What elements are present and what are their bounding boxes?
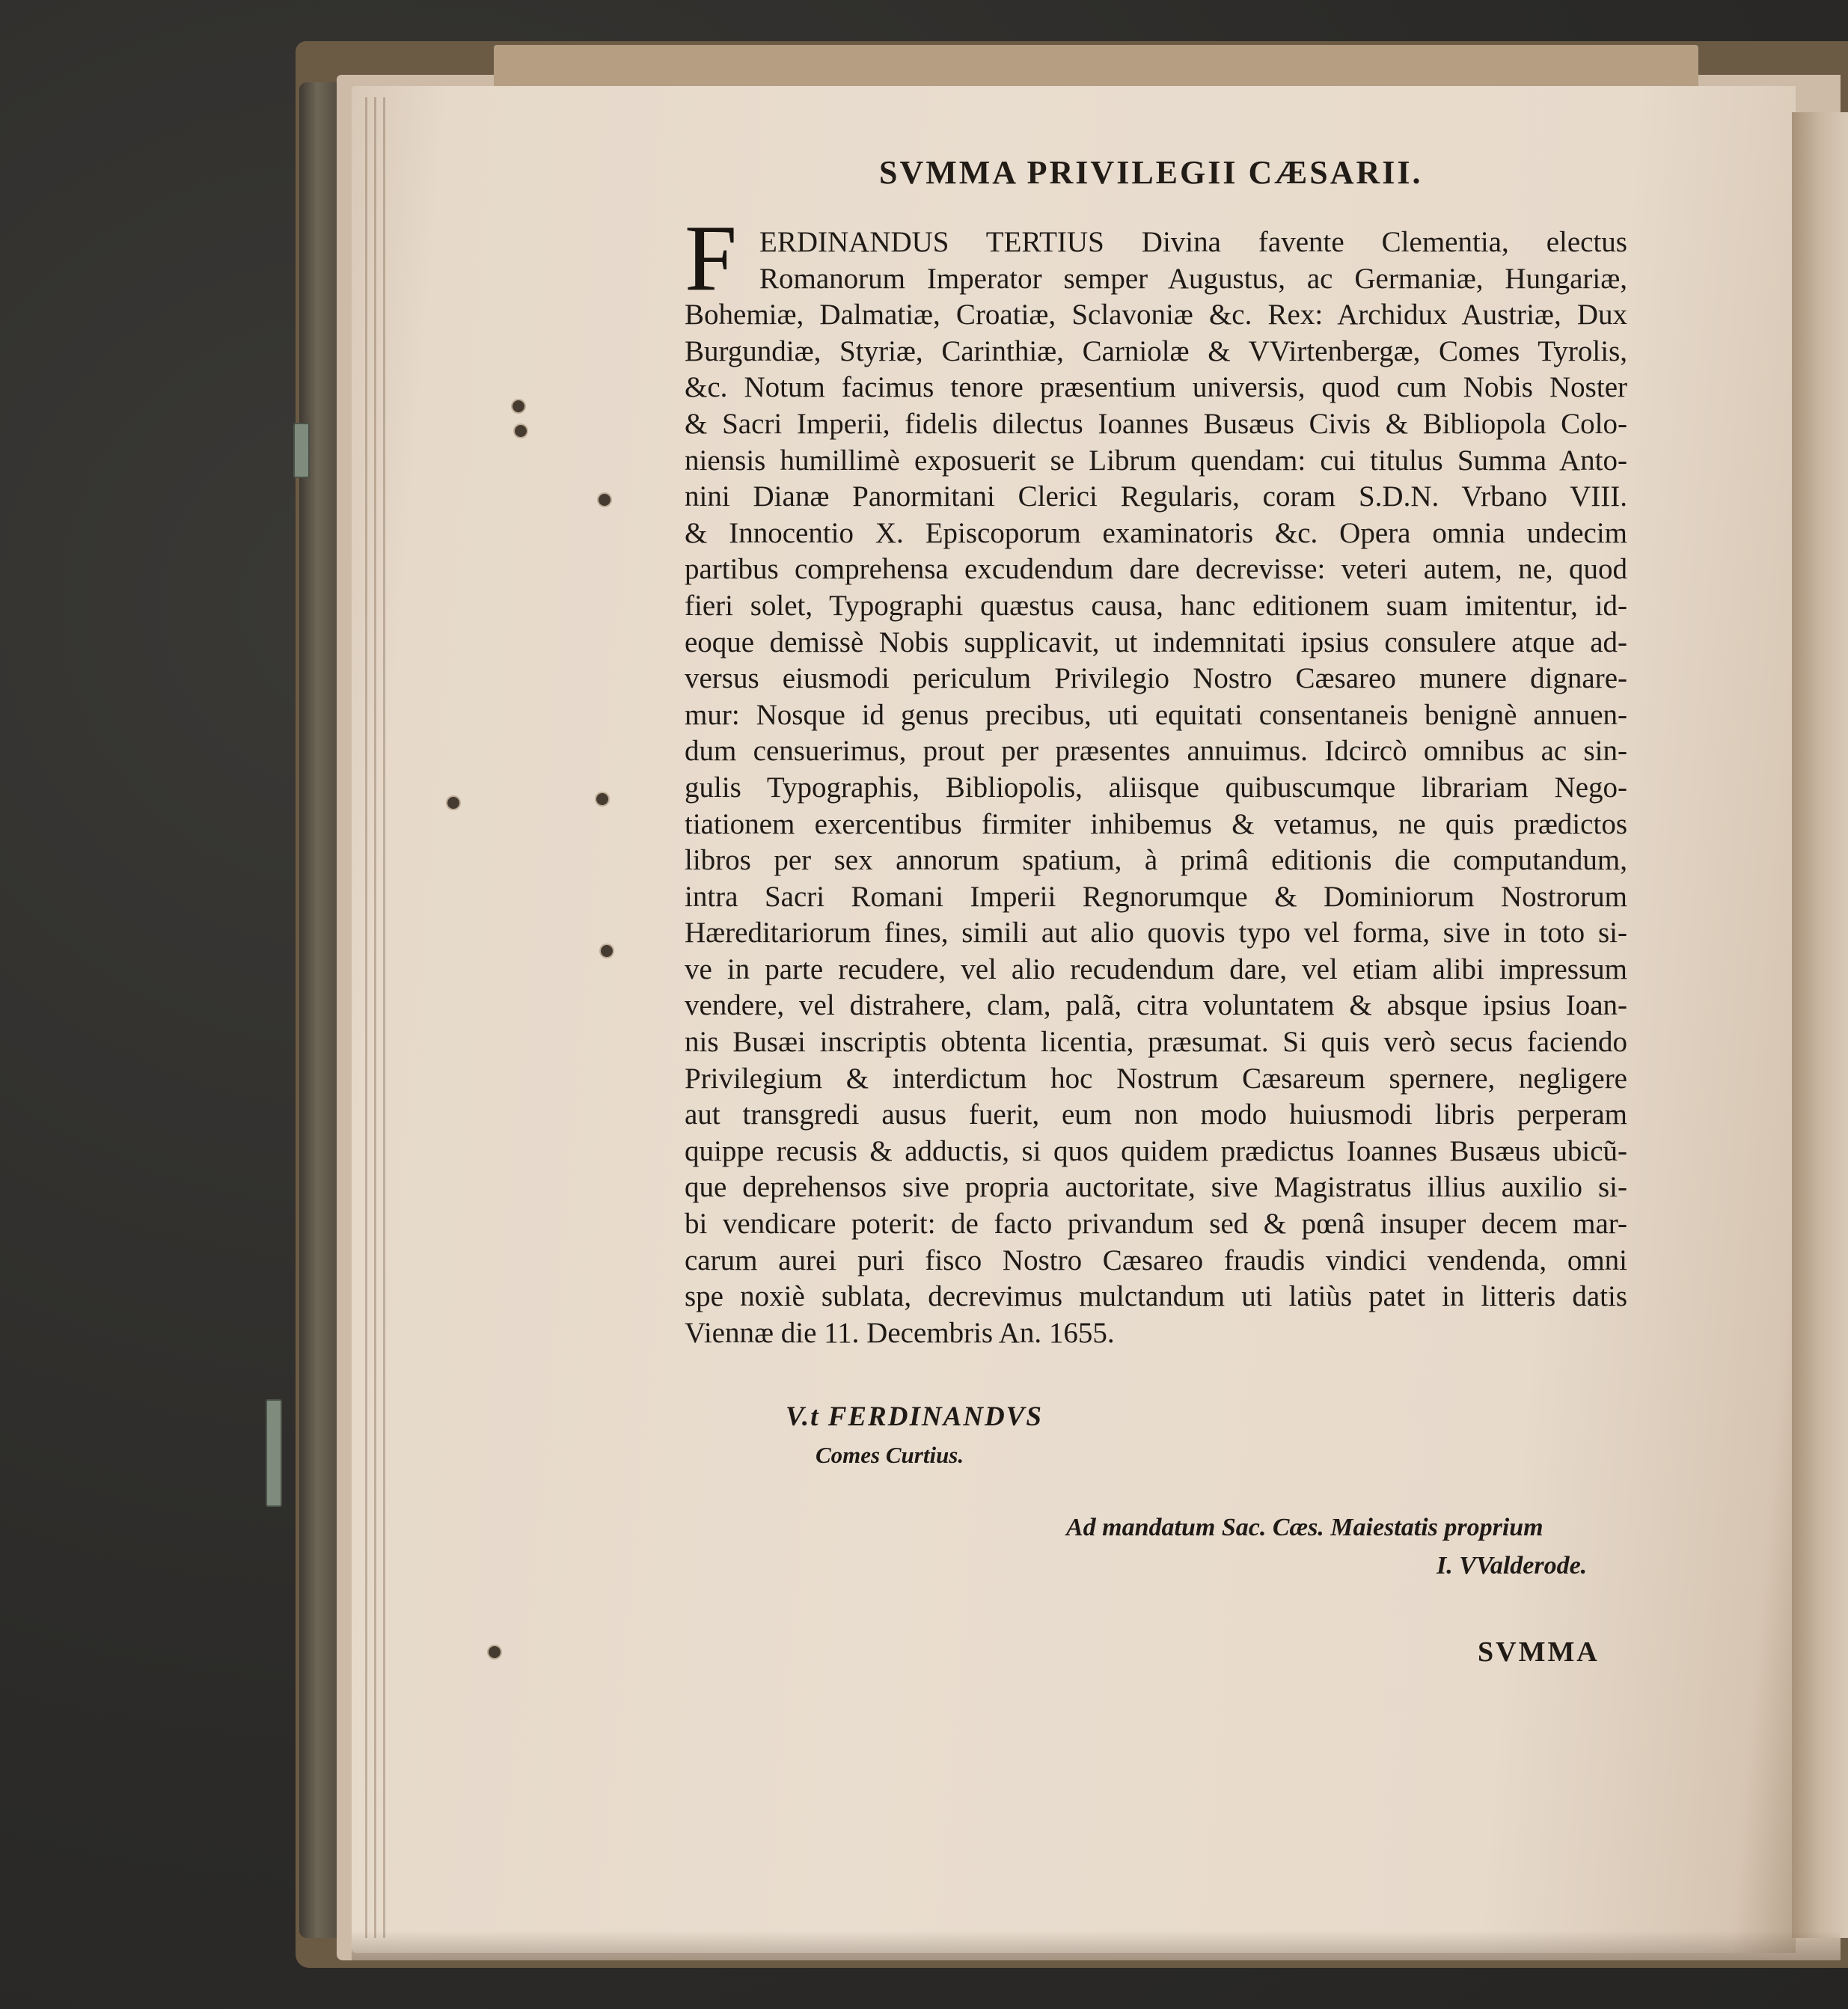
text-line: Privilegium & interdictum hoc Nostrum Cæsareum spernere, negligere [685, 1062, 1627, 1095]
text-line: dum censuerimus, prout per præsentes annuimus. Idcircò omnibus ac sin- [685, 735, 1627, 768]
text-line: mur: Nosque id genus precibus, uti equitati consentaneis benignè annuen- [685, 698, 1627, 731]
text-line: Bohemiæ, Dalmatiæ, Croatiæ, Sclavoniæ &c. Rex: Archidux Austriæ, Dux [685, 299, 1627, 331]
text-line: &c. Notum facimus tenore præsentium universis, quod cum Nobis Noster [685, 371, 1627, 404]
text-line: eoque demissè Nobis supplicavit, ut indemnitati ipsius consulere atque ad- [685, 626, 1627, 658]
text-line: nis Busæi inscriptis obtenta licentia, præsumat. Si quis verò secus faciendo [685, 1026, 1627, 1059]
text-line: Romanorum Imperator semper Augustus, ac Germaniæ, Hungariæ, [759, 262, 1627, 295]
text-line: Viennæ die 11. Decembris An. 1655. [685, 1316, 1115, 1349]
text-line: fieri solet, Typographi quæstus causa, hanc editionem suam imitentur, id- [685, 589, 1627, 622]
text-line: spe noxiè sublata, decrevimus mulctandum uti latiùs patet in litteris datis [685, 1280, 1627, 1313]
text-line: Burgundiæ, Styriæ, Carinthiæ, Carniolæ & VVirtenbergæ, Comes Tyrolis, [685, 334, 1627, 367]
text-line: ERDINANDUS TERTIUS Divina favente Clementia, electus [759, 226, 1627, 258]
text-line: nini Dianæ Panormitani Clerici Regularis, coram S.D.N. Vrbano VIII. [685, 480, 1627, 513]
page-heading: SVMMA PRIVILEGII CÆSARII. [879, 154, 1423, 191]
text-line: niensis humillimè exposuerit se Librum quendam: cui titulus Summa Anto- [685, 444, 1627, 477]
text-line: que deprehensos sive propria auctoritate, sive Magistratus illius auxilio si- [685, 1171, 1627, 1204]
text-line: gulis Typographis, Bibliopolis, aliisque quibuscumque librariam Nego- [685, 771, 1627, 804]
text-line: Hæreditariorum fines, simili aut alio quovis typo vel forma, sive in toto si- [685, 917, 1627, 950]
catchword: SVMMA [1478, 1636, 1600, 1668]
text-line: vendere, vel distrahere, clam, palã, citra voluntatem & absque ipsius Ioan- [685, 989, 1627, 1022]
signature-countersign: Comes Curtius. [816, 1442, 964, 1468]
signature-emperor: V.t FERDINANDVS [786, 1401, 1043, 1432]
text-line: aut transgredi ausus fuerit, eum non modo huiusmodi libris perperam [685, 1098, 1627, 1131]
text-line: & Sacri Imperii, fidelis dilectus Ioannes Busæus Civis & Bibliopola Colo- [685, 407, 1627, 440]
text-line: intra Sacri Romani Imperii Regnorumque & Dominiorum Nostrorum [685, 880, 1627, 913]
mandate-signature: I. VValderode. [1437, 1552, 1588, 1580]
text-line: tiationem exercentibus firmiter inhibemus & vetamus, ne quis prædictos [685, 807, 1627, 840]
drop-cap: F [685, 207, 738, 311]
text-line: bi vendicare poterit: de facto privandum sed & pœnâ insuper decem mar- [685, 1208, 1627, 1241]
mandate-line: Ad mandatum Sac. Cæs. Maiestatis proprium [1066, 1514, 1543, 1541]
text-line: libros per sex annorum spatium, à primâ editionis die computandum, [685, 844, 1627, 877]
text-line: ve in parte recudere, vel alio recudendum dare, vel etiam alibi impressum [685, 952, 1627, 985]
text-line: partibus comprehensa excudendum dare decrevisse: veteri autem, ne, quod [685, 553, 1627, 586]
privilege-text [685, 224, 1627, 1351]
text-line: & Innocentio X. Episcoporum examinatoris &c. Opera omnia undecim [685, 516, 1627, 549]
text-line: carum aurei puri fisco Nostro Cæsareo fraudis vindici vendenda, omni [685, 1244, 1627, 1276]
text-line: quippe recusis & adductis, si quos quidem prædictus Ioannes Busæus ubicũ- [685, 1134, 1627, 1167]
text-line: versus eiusmodi periculum Privilegio Nostro Cæsareo munere dignare- [685, 662, 1627, 695]
